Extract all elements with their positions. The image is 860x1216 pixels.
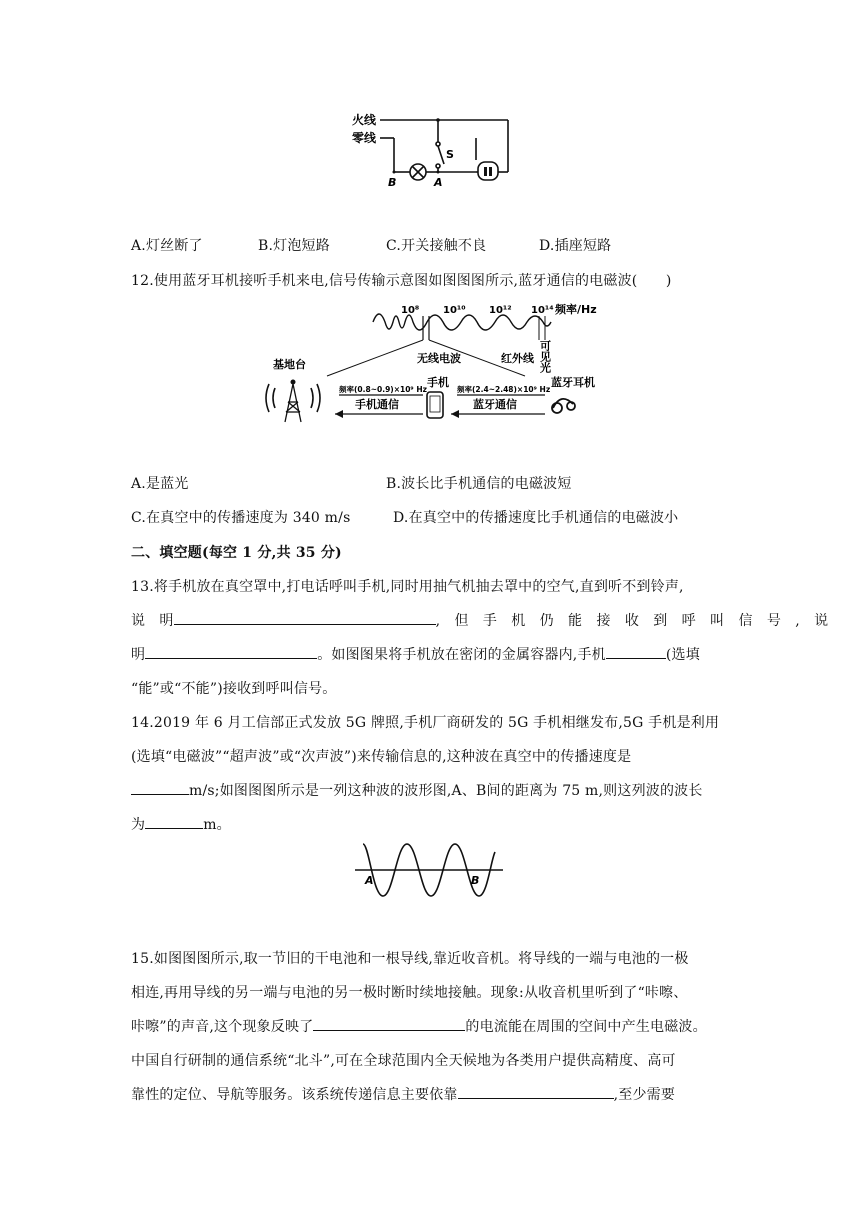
base-station-label: 基地台 — [273, 358, 306, 371]
q14-line-2: (选填“电磁波”“超声波”或“次声波”)来传输信息的,这种波在真空中的传播速度是 — [131, 749, 632, 765]
q13-text: (选填 — [665, 647, 700, 663]
q13-line-1: 13.将手机放在真空罩中,打电话呼叫手机,同时用抽气机抽去罩中的空气,直到听不到铃声, — [131, 579, 684, 595]
headset-icon — [552, 399, 575, 413]
q12-option-c: C.在真空中的传播速度为 340 m/s — [131, 510, 351, 526]
q14-line-4 — [131, 814, 231, 834]
wave-point-b: B — [471, 874, 480, 887]
q13-blank-1 — [174, 610, 436, 625]
q13-blank-3 — [606, 644, 666, 659]
switch-label: S — [446, 148, 454, 161]
q15-line-3 — [131, 1016, 707, 1036]
q13-line-2 — [131, 610, 828, 630]
q14-line-3 — [131, 780, 703, 800]
phone-freq-label: 频率(0.8~0.9)×10⁹ Hz — [339, 385, 427, 394]
q14-text: m。 — [203, 817, 231, 833]
q15-text: 的电流能在周围的空间中产生电磁波。 — [465, 1019, 707, 1035]
q15-line-2: 相连,再用导线的另一端与电池的另一极时断时续地接触。现象:从收音机里听到了“咔嚓、 — [131, 985, 688, 1001]
bluetooth-transmission-diagram — [255, 296, 615, 430]
freq-axis-label: 频率/Hz — [555, 303, 597, 316]
circuit-diagram — [340, 108, 520, 192]
earphone-label: 蓝牙耳机 — [551, 376, 595, 389]
q13-blank-2 — [145, 644, 317, 659]
q13-text: , 但 手 机 仍 能 接 收 到 呼 叫 信 号 , 说 — [435, 613, 829, 629]
infrared-label: 红外线 — [501, 352, 534, 365]
q12-stem: 12.使用蓝牙耳机接听手机来电,信号传输示意图如图图图所示,蓝牙通信的电磁波( ) — [131, 273, 672, 289]
point-a-label: A — [434, 176, 443, 189]
q15-text: 靠性的定位、导航等服务。该系统传递信息主要依靠 — [131, 1087, 458, 1103]
q15-text: 咔嚓”的声音,这个现象反映了 — [131, 1019, 314, 1035]
q14-text: m/s;如图图图所示是一列这种波的波形图,A、B间的距离为 75 m,则这列波的波长 — [189, 783, 703, 799]
freq-tick-1e10: 10¹⁰ — [443, 305, 466, 316]
freq-tick-1e8: 10⁸ — [401, 305, 420, 316]
q15-line-5 — [131, 1084, 675, 1104]
q13-text: 。如图图果将手机放在密闭的金属容器内,手机 — [317, 647, 606, 663]
q15-text: ,至少需要 — [613, 1087, 676, 1103]
bt-freq-label: 频率(2.4~2.48)×10⁹ Hz — [457, 385, 551, 394]
point-b-label: B — [388, 176, 397, 189]
q12-option-b: B.波长比手机通信的电磁波短 — [386, 476, 572, 492]
wave-diagram — [355, 840, 507, 902]
q11-option-c: C.开关接触不良 — [386, 238, 487, 254]
q12-option-a: A.是蓝光 — [131, 476, 189, 492]
q11-option-d: D.插座短路 — [539, 238, 612, 254]
radio-wave-label: 无线电波 — [417, 352, 461, 365]
neutral-wire-label: 零线 — [352, 131, 377, 145]
phone-label: 手机 — [427, 376, 449, 389]
q13-text: 说 明 — [131, 613, 174, 629]
q13-text: 明 — [131, 647, 146, 663]
section-2-heading: 二、填空题(每空 1 分,共 35 分) — [131, 545, 342, 561]
live-wire-label: 火线 — [352, 113, 377, 127]
phone-comm-label: 手机通信 — [355, 398, 399, 411]
q14-blank-2 — [145, 814, 203, 829]
q14-line-1: 14.2019 年 6 月工信部正式发放 5G 牌照,手机厂商研发的 5G 手机相继发布,5G 手机是利用 — [131, 715, 720, 731]
q15-blank-2 — [458, 1084, 614, 1099]
q11-option-b: B.灯泡短路 — [258, 238, 330, 254]
q13-line-3 — [131, 644, 700, 664]
q15-line-4: 中国自行研制的通信系统“北斗”,可在全球范围内全天候地为各类用户提供高精度、高可 — [131, 1053, 676, 1069]
q15-blank-1 — [313, 1016, 465, 1031]
q14-text: 为 — [131, 817, 146, 833]
wave-point-a: A — [365, 874, 374, 887]
freq-tick-1e14: 10¹⁴ — [531, 305, 554, 316]
visible-light-label: 可见光 — [538, 340, 552, 373]
tower-icon — [285, 384, 301, 422]
bt-comm-label: 蓝牙通信 — [473, 398, 517, 411]
freq-tick-1e12: 10¹² — [489, 305, 512, 316]
q15-line-1: 15.如图图图所示,取一节旧的干电池和一根导线,靠近收音机。将导线的一端与电池的一极 — [131, 951, 689, 967]
q11-option-a: A.灯丝断了 — [131, 238, 203, 254]
q14-blank-1 — [131, 780, 189, 795]
q12-option-d: D.在真空中的传播速度比手机通信的电磁波小 — [393, 510, 679, 526]
q13-line-4: “能”或“不能”)接收到呼叫信号。 — [131, 681, 337, 697]
